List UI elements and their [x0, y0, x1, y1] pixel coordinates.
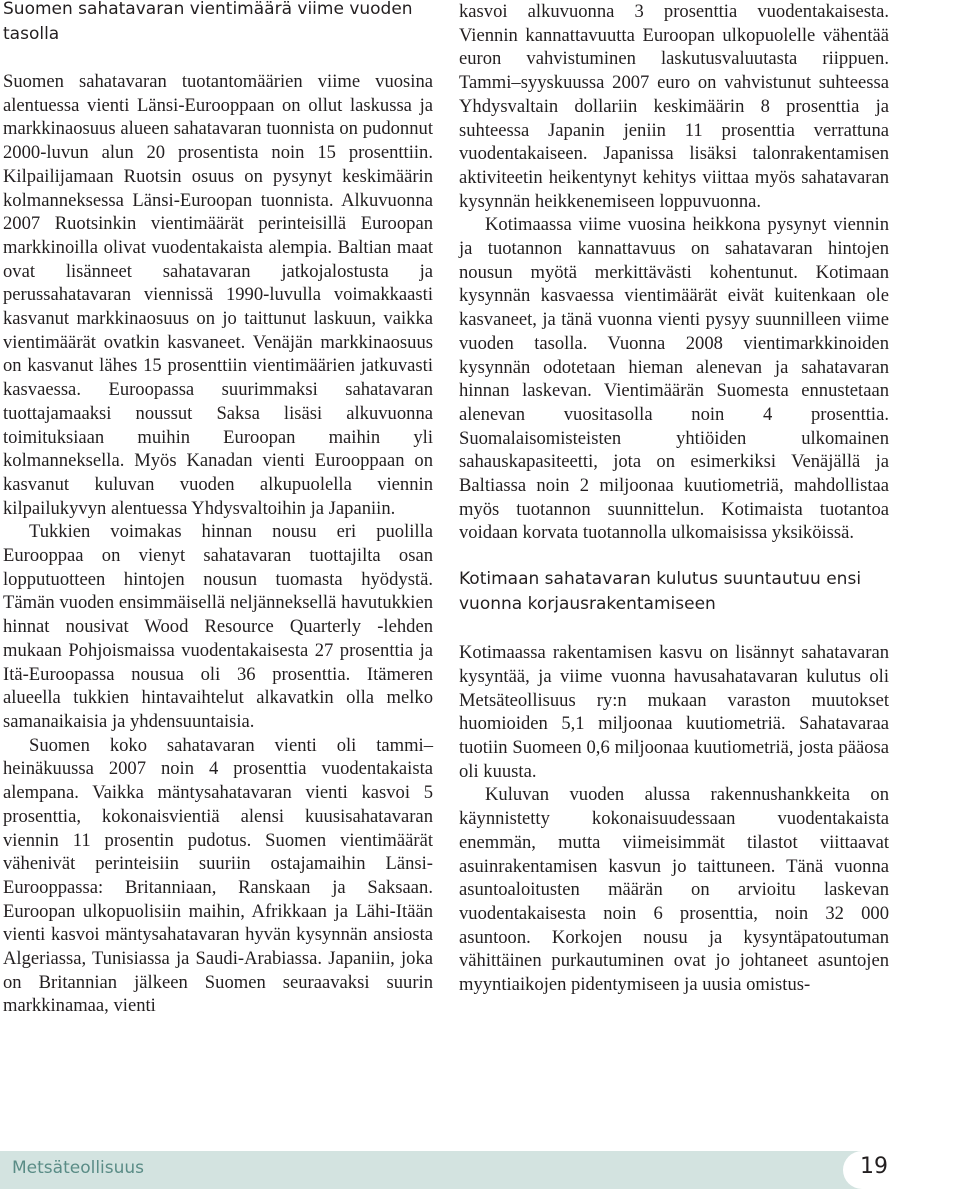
page-footer: [0, 1151, 960, 1189]
page-number: 19: [860, 1154, 888, 1179]
body-paragraph: Kotimaassa rakentamisen kasvu on lisännyt sahatavaran kysyntää, ja viime vuonna havusahatavaran kulutus oli Metsäteollisuus ry:n mukaan varaston muutokset huomioiden 5,1 miljoonaa kuutiometriä. Sahatavaraa tuotiin Suomeen 0,6 miljoonaa kuutiometriä, josta pääosa oli kuusta.: [459, 642, 889, 782]
body-paragraph: Suomen koko sahatavaran vienti oli tammi–heinäkuussa 2007 noin 4 prosenttia vuodentakaista alempana. Vaikka mäntysahatavaran vienti kasvoi 5 prosenttia, kokonaisvientiä alensi kuusisahatavaran viennin 11 prosentin pudotus. Suomen vientimäärät vähenivät perinteisiin suuriin ostajamaihin Länsi-Eurooppassa: Britanniaan, Ranskaan ja Saksaan. Euroopan ulkopuolisiin maihin, Afrikkaan ja Lähi-Itään vienti kasvoi mäntysahatavaran hyvän kysynnän ansiosta Algeriassa, Tunisiassa ja Saudi-Arabiassa. Japaniin, joka on Britannian jälkeen Suomen seuraavaksi suurin markkinamaa, vienti: [3, 734, 433, 1017]
left-column: [3, 0, 433, 1018]
body-paragraph: Kuluvan vuoden alussa rakennushankkeita on käynnistetty kokonaisuudessaan vuodentakaista enemmän, mutta viimeisimmät tilastot viittaavat asuinrakentamisen kasvun jo taittuneen. Tänä vuonna asuntoaloitusten määrän on arvioitu laskevan vuodentakaisesta noin 6 prosenttia, noin 32 000 asuntoon. Korkojen nousu ja kysyntäpatoutuman vähittäinen purkautuminen ovat jo johtaneet asuntojen myyntiaikojen pidentymiseen ja uusia omistus-: [459, 784, 889, 996]
section-heading-domestic-consumption: Kotimaan sahatavaran kulutus suuntautuu ensi vuonna korjausrakentamiseen: [459, 569, 862, 615]
body-paragraph: Tukkien voimakas hinnan nousu eri puolilla Eurooppaa on vienyt sahatavaran tuottajilta osan lopputuotteen hintojen nousun tuomasta hyödystä. Tämän vuoden ensimmäisellä neljänneksellä havutukkien hinnat nousivat Wood Resource Quarterly -lehden mukaan Pohjoismaissa vuodentakaisesta 27 prosenttia ja Itä-Euroopassa nousua oli 36 prosenttia. Itämeren alueella tukkien hintavaihtelut alkavatkin olla melko samanaikaisia ja yhdensuuntaisia.: [3, 521, 433, 732]
body-paragraph: kasvoi alkuvuonna 3 prosenttia vuodentakaisesta. Viennin kannattavuutta Euroopan ulkopuolelle vähentää euron vahvistuminen laskutusvaluutasta riippuen. Tammi–syyskuussa 2007 euro on vahvistunut suhteessa Yhdysvaltain dollariin keskimäärin 8 prosenttia ja suhteessa Japanin jeniin 11 prosenttia verrattuna vuodentakaiseen. Japanissa lisäksi talonrakentamisen aktiviteetin heikentynyt kehitys viittaa myös sahatavaran kysynnän heikkenemiseen loppuvuonna.: [459, 1, 889, 212]
footer-brand-name: Metsäteollisuus: [12, 1158, 145, 1178]
body-paragraph: Kotimaassa viime vuosina heikkona pysynyt viennin ja tuotannon kannattavuus on sahatavaran hintojen nousun myötä merkittävästi kohentunut. Kotimaan kysynnän kasvaessa vientimäärät eivät kuitenkaan ole kasvaneet, ja tänä vuonna vienti pysyy suunnilleen viime vuoden tasolla. Vuonna 2008 vientimarkkinoiden kysynnän odotetaan hieman alenevan ja sahatavaran hinnan laskevan. Vientimäärän Suomesta ennustetaan alenevan vuositasolla noin 4 prosenttia. Suomalaisomisteisten yhtiöiden ulkomainen sahauskapasiteetti, jota on esimerkiksi Venäjällä ja Baltiassa noin 2 miljoonaa kuutiometriä, mahdollistaa myös tuotannon suunnittelun. Kotimaista tuotantoa voidaan korvata tuotannolla ulkomaisissa yksiköissä.: [459, 214, 889, 544]
section-heading-export-volume: Suomen sahatavaran vientimäärä viime vuoden tasolla: [3, 0, 413, 44]
right-column: [459, 0, 889, 997]
body-paragraph: Suomen sahatavaran tuotantomäärien viime vuosina alentuessa vienti Länsi-Eurooppaan on ollut laskussa ja markkinaosuus alueen sahatavaran tuonnista on pudonnut 2000-luvun alun 20 prosentista noin 15 prosenttiin. Kilpailijamaan Ruotsin osuus on pysynyt keskimäärin kolmanneksessa Länsi-Euroopan tuonnista. Alkuvuonna 2007 Ruotsinkin vientimäärät perinteisillä Euroopan markkinoilla olivat vuodentakaista alempia. Baltian maat ovat lisänneet sahatavaran jatkojalostusta ja perussahatavaran viennissä 1990-luvulla voimakkaasti kasvanut markkinaosuus on jo taittunut laskuun, vaikka vientimäärät ovatkin kasvaneet. Venäjän markkinaosuus on kasvanut lähes 15 prosenttiin vientimäärien jatkuvasti kasvaessa. Euroopassa suurimmaksi sahatavaran tuottajamaaksi noussut Saksa lisäsi alkuvuonna toimituksiaan muihin Euroopan maihin yli kolmanneksella. Myös Kanadan vienti Eurooppaan on kasvanut kuluvan vuoden alkupuolella viennin kilpailukyvyn alentuessa Yhdysvaltoihin ja Japaniin.: [3, 71, 433, 519]
